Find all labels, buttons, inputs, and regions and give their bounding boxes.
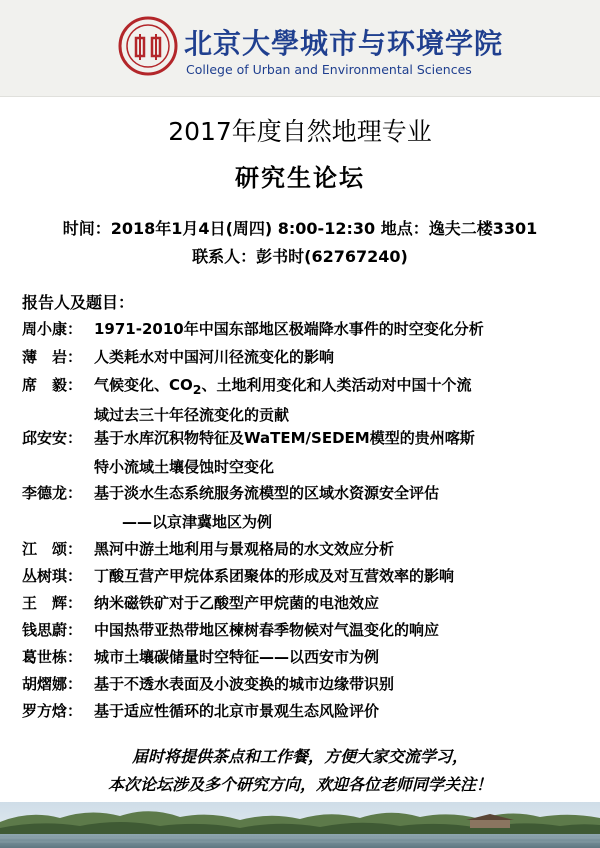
talk-topic-continued: ——以京津冀地区为例: [122, 513, 273, 531]
talk-item: [22, 427, 592, 477]
forum-title: 2017年度自然地理专业: [168, 117, 432, 146]
time-location: 时间：2018年1月4日(周四) 8:00-12:30 地点：逸夫二楼3301: [62, 219, 538, 238]
talk-topic: 基于不透水表面及小波变换的城市边缘带识别: [94, 675, 395, 693]
talk-topic: 基于水库沉积物特征及WaTEM/SEDEM模型的贵州喀斯: [94, 429, 475, 447]
talk-item: [22, 673, 592, 694]
speaker-name: 王 辉：: [22, 594, 83, 612]
university-seal-icon: [118, 16, 178, 76]
co2-subscript: 2: [192, 382, 202, 397]
speaker-name: 胡熠娜：: [22, 675, 83, 693]
closing-line-2: 本次论坛涉及多个研究方向，欢迎各位老师同学关注！: [107, 775, 492, 794]
talk-topic: 黑河中游土地利用与景观格局的水文效应分析: [94, 540, 395, 558]
speaker-name: 薄 岩：: [22, 348, 83, 366]
talk-item: [22, 619, 592, 640]
closing-line-1: 届时将提供茶点和工作餐，方便大家交流学习，: [131, 747, 468, 766]
speakers-heading: 报告人及题目：: [22, 293, 135, 312]
campus-photo-banner: [0, 802, 600, 848]
speaker-name: 邱安安：: [22, 429, 83, 447]
talk-topic: 丁酸互营产甲烷体系团聚体的形成及对互营效率的影响: [94, 567, 455, 585]
talk-item: [22, 346, 592, 367]
contact-person: 联系人：彭书时(62767240): [192, 247, 408, 266]
talk-item: [22, 700, 592, 721]
talk-topic-continued: 特小流域土壤侵蚀时空变化: [94, 458, 275, 476]
school-name-cn: 北京大學城市与环境学院: [184, 27, 504, 60]
talk-topic: 城市土壤碳储量时空特征——以西安市为例: [94, 648, 380, 666]
speaker-name: 罗方焓：: [22, 702, 83, 720]
talk-topic-part: 、土地利用变化和人类活动对中国十个流: [201, 376, 472, 394]
talk-item: [22, 592, 592, 613]
talk-item: [22, 646, 592, 667]
talk-topic: 基于适应性循环的北京市景观生态风险评价: [94, 702, 380, 720]
talk-topic-part: 气候变化、CO: [94, 376, 193, 394]
speaker-name: 丛树琪：: [22, 567, 83, 585]
speaker-name: 葛世栋：: [22, 648, 83, 666]
speaker-name: 江 颂：: [22, 540, 83, 558]
talk-topic: [94, 374, 471, 397]
forum-subtitle: 研究生论坛: [235, 164, 365, 192]
talk-item: [22, 374, 592, 425]
talk-item: [22, 565, 592, 586]
talk-item: [22, 318, 592, 339]
talk-topic-continued: 域过去三十年径流变化的贡献: [94, 406, 290, 424]
talk-topic: 人类耗水对中国河川径流变化的影响: [94, 348, 335, 366]
talk-topic: 基于淡水生态系统服务流模型的区域水资源安全评估: [94, 484, 440, 502]
talk-item: [22, 482, 592, 532]
speaker-name: 钱思蔚：: [22, 621, 83, 639]
talk-topic: 纳米磁铁矿对于乙酸型产甲烷菌的电池效应: [94, 594, 380, 612]
talk-topic: 1971-2010年中国东部地区极端降水事件的时空变化分析: [94, 320, 484, 338]
talk-topic: 中国热带亚热带地区楝树春季物候对气温变化的响应: [94, 621, 440, 639]
speaker-name: 李德龙：: [22, 484, 83, 502]
header-banner: [0, 0, 600, 97]
speaker-name: 周小康：: [22, 320, 83, 338]
speaker-name: 席 毅：: [22, 376, 83, 394]
talk-item: [22, 538, 592, 559]
school-name-en: College of Urban and Environmental Sciences: [186, 62, 472, 77]
